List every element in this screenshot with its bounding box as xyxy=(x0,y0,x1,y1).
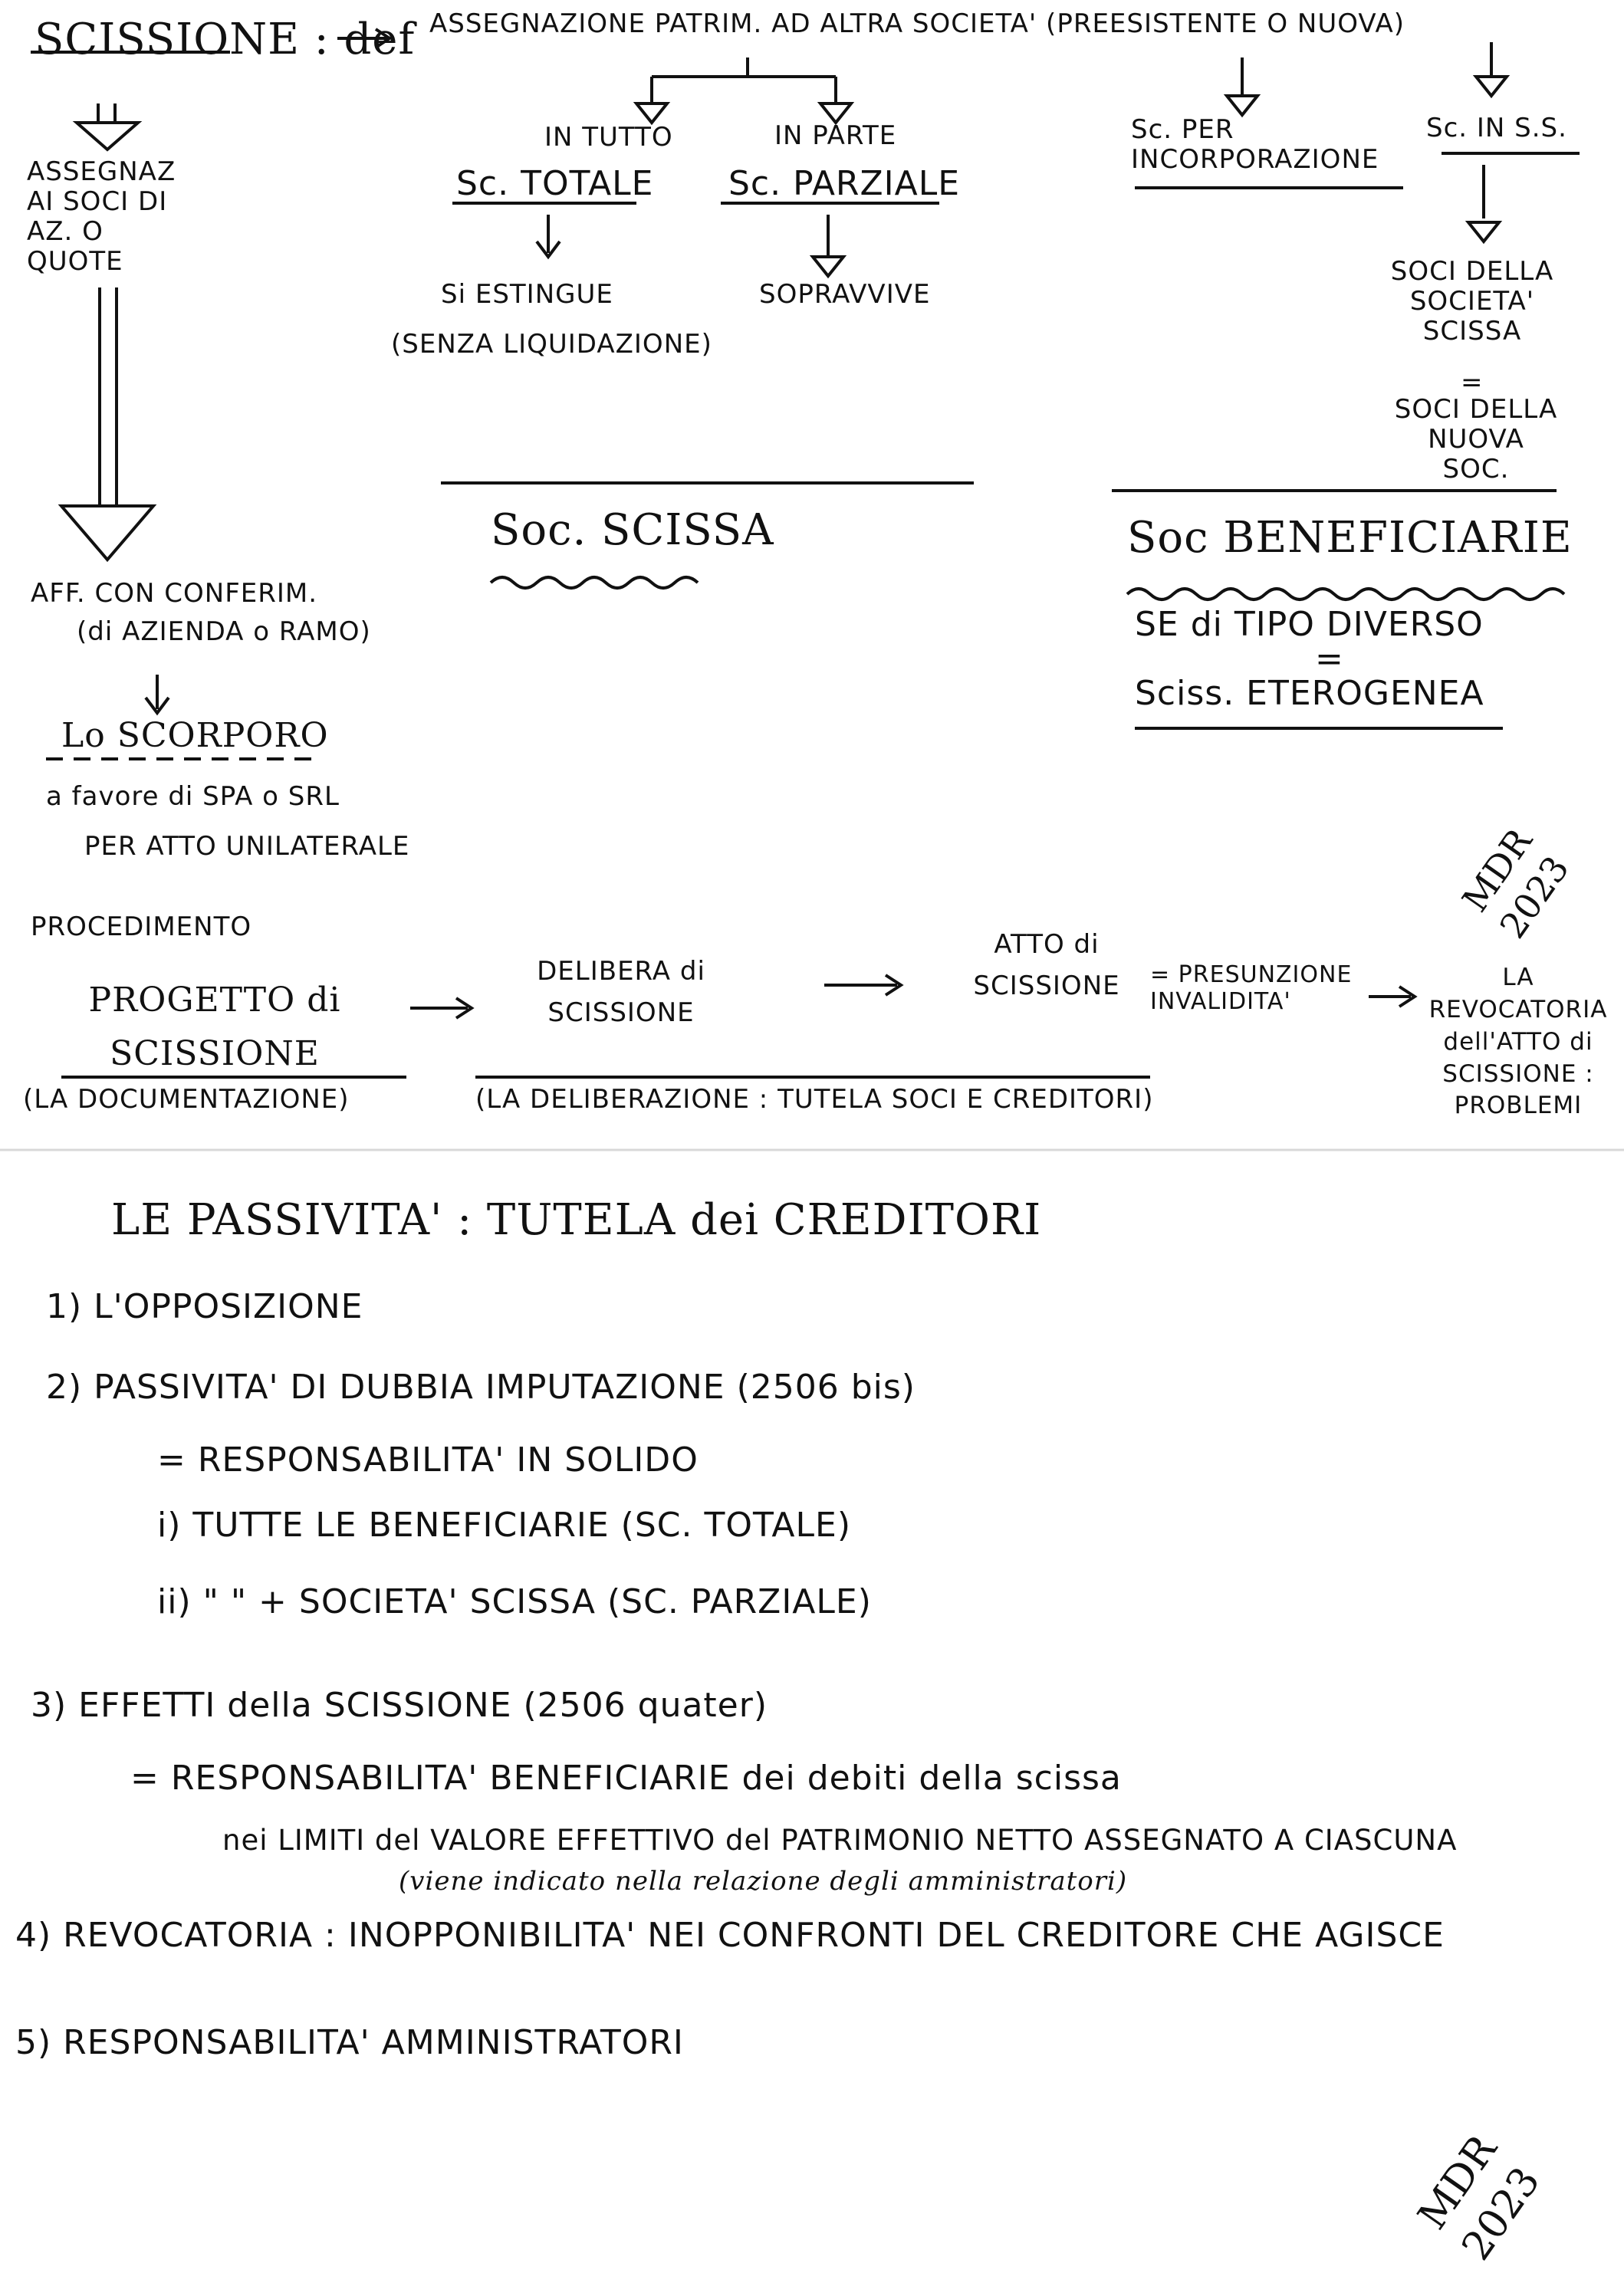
sopravvive-label: SOPRAVVIVE xyxy=(759,279,931,310)
scissione-eterogenea-text: Sciss. ETEROGENEA xyxy=(1135,674,1484,713)
item-1: 1) L'OPPOSIZIONE xyxy=(46,1287,363,1326)
item-5: 5) RESPONSABILITA' AMMINISTRATORI xyxy=(15,2023,684,2062)
sopravvive-head xyxy=(813,257,843,276)
eterogenea-equals: = xyxy=(1315,639,1344,678)
branch-left-head xyxy=(636,103,667,123)
soc-scissa-heading: Soc. SCISSA xyxy=(491,505,774,555)
si-estingue-label: Si ESTINGUE xyxy=(441,279,613,310)
item-2-i: i) TUTTE LE BENEFICIARIE (SC. TOTALE) xyxy=(157,1506,851,1545)
deliberazione-text: (LA DELIBERAZIONE : TUTELA SOCI E CREDITORI) xyxy=(475,1084,1154,1115)
item-3-note: (viene indicato nella relazione degli amministratori) xyxy=(399,1866,1128,1897)
passivita-heading: LE PASSIVITA' : TUTELA dei CREDITORI xyxy=(111,1195,1042,1245)
a-favore-text: a favore di SPA o SRL xyxy=(46,781,340,812)
lo-scorporo-heading: Lo SCORPORO xyxy=(61,716,329,755)
delibera-text: DELIBERA di SCISSIONE xyxy=(537,956,705,1029)
sc-totale-label: Sc. TOTALE xyxy=(456,164,654,203)
atto-text: ATTO di SCISSIONE xyxy=(973,929,1120,1002)
down-triangle-small xyxy=(77,123,138,149)
procedimento-heading: PROCEDIMENTO xyxy=(31,912,252,942)
ss-head xyxy=(1468,222,1499,241)
in-tutto-label: IN TUTTO xyxy=(544,122,673,153)
beneficiarie-wave xyxy=(1127,589,1564,599)
soci-nuova-text: SOCI DELLA NUOVA SOC. xyxy=(1394,394,1558,485)
soci-equals: = xyxy=(1461,367,1484,398)
revocatoria-text: LA REVOCATORIA dell'ATTO di SCISSIONE : PROBLEMI xyxy=(1428,964,1608,1120)
item-2: 2) PASSIVITA' DI DUBBIA IMPUTAZIONE (2506 bis) xyxy=(46,1368,916,1407)
per-atto-text: PER ATTO UNILATERALE xyxy=(84,831,410,862)
soc-beneficiarie-heading: Soc BENEFICIARIE xyxy=(1127,513,1573,563)
senza-liquidazione-label: (SENZA LIQUIDAZIONE) xyxy=(391,329,712,360)
scissa-wave xyxy=(491,577,698,588)
aff-conferim-text: AFF. CON CONFERIM. xyxy=(31,578,318,609)
documentazione-text: (LA DOCUMENTAZIONE) xyxy=(23,1084,350,1115)
signature-top: MDR 2023 xyxy=(1454,821,1577,946)
assign-soci-text: ASSEGNAZ AI SOCI DI AZ. O QUOTE xyxy=(27,156,176,278)
signature-bottom: MDR 2023 xyxy=(1409,2127,1550,2269)
item-2-resp: = RESPONSABILITA' IN SOLIDO xyxy=(157,1440,699,1480)
sc-incorporazione-label: Sc. PER INCORPORAZIONE xyxy=(1131,114,1379,176)
scissione-title: SCISSIONE : def xyxy=(35,15,416,64)
progetto-text: PROGETTO di SCISSIONE xyxy=(88,980,341,1074)
preesistente-head xyxy=(1227,96,1257,115)
big-arrow-head xyxy=(61,506,153,560)
nuova-head xyxy=(1476,77,1507,96)
item-2-ii: ii) " " + SOCIETA' SCISSA (SC. PARZIALE) xyxy=(157,1582,872,1621)
in-parte-label: IN PARTE xyxy=(774,120,897,151)
item-3: 3) EFFETTI della SCISSIONE (2506 quater) xyxy=(31,1686,768,1725)
sc-parziale-label: Sc. PARZIALE xyxy=(728,164,961,203)
presunzione-text: = PRESUNZIONE INVALIDITA' xyxy=(1150,961,1353,1015)
item-3-limiti: nei LIMITI del VALORE EFFETTIVO del PATRIMONIO NETTO ASSEGNATO A CIASCUNA xyxy=(222,1824,1458,1857)
se-tipo-diverso-text: SE di TIPO DIVERSO xyxy=(1135,605,1484,644)
soci-scissa-text: SOCI DELLA SOCIETA' SCISSA xyxy=(1390,256,1554,347)
item-3-resp: = RESPONSABILITA' BENEFICIARIE dei debiti della scissa xyxy=(130,1759,1122,1798)
item-4: 4) REVOCATORIA : INOPPONIBILITA' NEI CONFRONTI DEL CREDITORE CHE AGISCE xyxy=(15,1916,1445,1955)
sc-ss-label: Sc. IN S.S. xyxy=(1426,113,1567,143)
definition-text: ASSEGNAZIONE PATRIM. AD ALTRA SOCIETA' (PREESISTENTE O NUOVA) xyxy=(429,8,1405,39)
di-azienda-text: (di AZIENDA o RAMO) xyxy=(77,616,371,647)
